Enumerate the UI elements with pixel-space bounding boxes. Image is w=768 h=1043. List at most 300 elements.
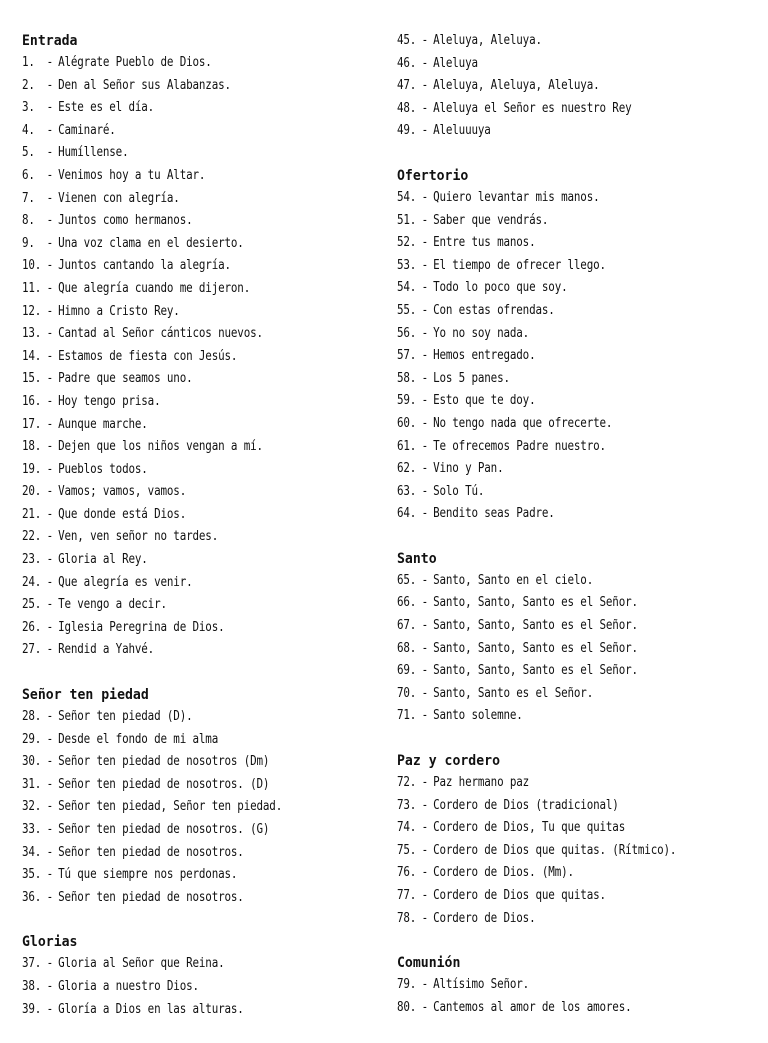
section-santo [397,548,757,728]
number-separator: - [46,145,54,161]
song-number: 4. [22,122,35,138]
song-item [397,638,692,661]
section-title: Señor ten piedad [22,687,149,704]
number-separator: - [46,55,54,70]
song-item [397,772,692,795]
number-separator: - [46,439,54,455]
song-item [397,98,692,121]
song-item [22,481,317,504]
song-title: Desde el fondo de mi alma [58,731,219,747]
song-item [397,210,692,233]
song-item [22,210,317,233]
song-number: 25. [22,597,42,613]
song-number: 28. [22,709,42,725]
song-number: 54. [397,189,417,205]
song-number: 33. [22,822,42,837]
number-separator: - [421,55,429,71]
song-item [22,953,317,976]
song-item [397,323,692,346]
song-title: Juntos cantando la alegría. [58,258,231,274]
number-separator: - [46,461,54,477]
song-title: Bendito seas Padre. [433,506,555,522]
song-item [22,165,317,188]
number-separator: - [46,213,54,229]
song-title: Quiero levantar mis manos. [433,189,600,205]
song-item [397,390,692,413]
number-separator: - [421,595,429,611]
song-item [22,188,317,211]
song-title: Saber que vendrás. [433,212,549,228]
song-title: Que alegría cuando me dijeron. [58,280,251,296]
number-separator: - [46,597,54,613]
number-separator: - [421,483,429,499]
song-title: Alégrate Pueblo de Dios. [58,55,212,70]
song-title: Te ofrecemos Padre nuestro. [433,438,606,454]
number-separator: - [46,776,54,792]
song-number: 58. [397,370,417,386]
song-number: 39. [22,1001,42,1017]
song-number: 23. [22,552,42,568]
song-title: Que alegría es venir. [58,574,193,590]
number-separator: - [46,978,54,994]
section-title: Santo [397,550,437,567]
song-title: Dejen que los niños vengan a mí. [58,439,263,455]
left-column [22,30,382,1043]
song-title: Te vengo a decir. [58,597,167,613]
section-paz-y-cordero [397,750,757,930]
section-title: Comunión [397,955,461,972]
song-item [397,615,692,638]
song-number: 31. [22,776,42,792]
song-item [22,842,317,865]
number-separator: - [421,302,429,318]
song-number: 32. [22,799,42,815]
song-number: 79. [397,977,417,993]
number-separator: - [46,303,54,319]
number-separator: - [421,100,429,116]
song-item [397,481,692,504]
song-title: Padre que seamos uno. [58,371,193,387]
number-separator: - [46,416,54,432]
song-number: 80. [397,999,417,1015]
number-separator: - [46,956,54,972]
number-separator: - [421,506,429,522]
song-title: Venimos hoy a tu Altar. [58,167,206,183]
section-continued [397,30,757,143]
number-separator: - [421,257,429,273]
song-title: Aleluya el Señor es nuestro Rey [433,100,632,116]
song-item [22,142,317,165]
song-number: 67. [397,618,417,634]
section-ofertorio [397,165,757,526]
song-title: Gloria a nuestro Dios. [58,978,199,994]
number-separator: - [46,484,54,500]
song-number: 19. [22,461,42,477]
number-separator: - [46,506,54,522]
song-number: 10. [22,258,42,274]
song-number: 46. [397,55,417,71]
song-title: Estamos de fiesta con Jesús. [58,348,238,364]
song-number: 78. [397,910,417,926]
number-separator: - [421,235,429,251]
number-separator: - [421,797,429,813]
song-title: El tiempo de ofrecer llego. [433,257,606,273]
song-number: 38. [22,978,42,994]
song-number: 49. [397,123,417,139]
song-title: Santo, Santo es el Señor. [433,685,594,701]
song-title: Señor ten piedad de nosotros. (G) [58,822,270,837]
song-number: 74. [397,820,417,836]
song-item [22,594,317,617]
song-number: 52. [397,235,417,251]
song-number: 17. [22,416,42,432]
song-number: 6. [22,167,35,183]
song-item [22,751,317,774]
song-number: 60. [397,415,417,431]
song-number: 62. [397,461,417,477]
section-entrada [22,30,382,662]
song-item [22,278,317,301]
song-number: 68. [397,640,417,656]
song-item [397,997,692,1020]
number-separator: - [421,977,429,993]
song-title: Den al Señor sus Alabanzas. [58,77,231,93]
song-number: 35. [22,867,42,883]
song-number: 16. [22,393,42,409]
number-separator: - [46,1001,54,1017]
song-title: Aleluuuya [433,123,491,139]
song-item [397,413,692,436]
song-title: Tú que siempre nos perdonas. [58,867,238,883]
song-number: 26. [22,619,42,635]
number-separator: - [46,122,54,138]
number-separator: - [421,663,429,679]
song-item [397,345,692,368]
song-item [397,840,692,863]
number-separator: - [421,212,429,228]
song-title: Una voz clama en el desierto. [58,235,244,251]
song-title: Caminaré. [58,122,116,138]
song-title: Santo, Santo en el cielo. [433,572,594,588]
song-title: Gloría a Dios en las alturas. [58,1001,244,1017]
song-item [22,617,317,640]
song-number: 63. [397,483,417,499]
song-number: 12. [22,303,42,319]
song-number: 59. [397,393,417,409]
song-item [22,887,317,910]
number-separator: - [421,640,429,656]
number-separator: - [421,438,429,454]
song-number: 22. [22,529,42,545]
song-number: 54. [397,280,417,296]
song-item [22,414,317,437]
song-number: 45. [397,33,417,48]
song-title: Santo, Santo, Santo es el Señor. [433,618,638,634]
song-item [397,660,692,683]
song-title: Humíllense. [58,145,129,161]
song-number: 7. [22,190,35,206]
number-separator: - [421,348,429,364]
number-separator: - [421,370,429,386]
song-title: Cantemos al amor de los amores. [433,999,632,1015]
number-separator: - [46,77,54,93]
song-number: 75. [397,842,417,858]
song-title: Iglesia Peregrina de Dios. [58,619,225,635]
song-item [22,436,317,459]
song-item [397,436,692,459]
song-title: Santo, Santo, Santo es el Señor. [433,595,638,611]
song-number: 73. [397,797,417,813]
song-title: Cordero de Dios (tradicional) [433,797,619,813]
song-item [22,75,317,98]
section-title: Glorias [22,934,78,951]
number-separator: - [46,709,54,725]
song-item [397,705,692,728]
song-title: Vamos; vamos, vamos. [58,484,187,500]
song-title: Entre tus manos. [433,235,536,251]
number-separator: - [421,33,429,48]
number-separator: - [46,867,54,883]
number-separator: - [421,280,429,296]
song-title: Juntos como hermanos. [58,213,193,229]
song-number: 1. [22,55,35,70]
song-title: Cordero de Dios. (Mm). [433,865,574,881]
song-number: 65. [397,572,417,588]
number-separator: - [46,889,54,905]
song-number: 9. [22,235,35,251]
song-title: No tengo nada que ofrecerte. [433,415,613,431]
number-separator: - [46,258,54,274]
song-item [397,75,692,98]
song-title: Esto que te doy. [433,393,536,409]
song-item [397,277,692,300]
song-item [22,391,317,414]
song-item [22,819,317,842]
song-item [397,570,692,593]
song-item [397,862,692,885]
song-number: 30. [22,754,42,770]
number-separator: - [46,348,54,364]
number-separator: - [421,820,429,836]
song-title: Aleluya [433,55,478,71]
song-number: 72. [397,775,417,791]
song-item [22,549,317,572]
song-item [22,459,317,482]
song-item [397,255,692,278]
number-separator: - [46,393,54,409]
song-title: Que donde está Dios. [58,506,187,522]
song-title: Hemos entregado. [433,348,536,364]
song-number: 56. [397,325,417,341]
song-item [397,53,692,76]
song-number: 27. [22,642,42,658]
number-separator: - [421,842,429,858]
song-item [22,572,317,595]
number-separator: - [421,572,429,588]
song-title: Este es el día. [58,100,155,116]
number-separator: - [46,799,54,815]
song-item [397,683,692,706]
song-item [22,706,317,729]
song-title: Cordero de Dios. [433,910,536,926]
song-item [22,255,317,278]
number-separator: - [46,100,54,116]
song-number: 36. [22,889,42,905]
song-title: Altísimo Señor. [433,977,530,993]
song-title: Aleluya, Aleluya, Aleluya. [433,78,600,94]
song-item [397,232,692,255]
song-number: 15. [22,371,42,387]
number-separator: - [46,167,54,183]
section-title: Ofertorio [397,167,469,184]
song-title: Todo lo poco que soy. [433,280,568,296]
song-title: Señor ten piedad de nosotros. [58,844,244,860]
song-item [397,795,692,818]
number-separator: - [421,393,429,409]
song-number: 61. [397,438,417,454]
song-number: 77. [397,888,417,903]
song-item [22,639,317,662]
song-item [22,301,317,324]
number-separator: - [46,235,54,251]
song-number: 55. [397,302,417,318]
song-number: 3. [22,100,35,116]
song-number: 13. [22,326,42,342]
song-item [397,974,692,997]
song-title: Paz hermano paz [433,775,530,791]
song-item [397,885,692,908]
song-title: Santo solemne. [433,708,523,724]
song-number: 29. [22,731,42,747]
number-separator: - [421,461,429,477]
song-item [22,999,317,1022]
number-separator: - [46,619,54,635]
number-separator: - [421,189,429,205]
number-separator: - [421,999,429,1015]
song-number: 37. [22,956,42,972]
number-separator: - [46,731,54,747]
song-title: Con estas ofrendas. [433,302,555,318]
song-title: Yo no soy nada. [433,325,530,341]
song-item [397,908,692,931]
song-title: Señor ten piedad de nosotros (Dm) [58,754,270,770]
song-number: 24. [22,574,42,590]
section-senor-ten-piedad [22,684,382,909]
song-item [397,368,692,391]
song-number: 57. [397,348,417,364]
song-number: 64. [397,506,417,522]
song-number: 53. [397,257,417,273]
song-item [22,368,317,391]
song-title: Aleluya, Aleluya. [433,33,542,48]
song-item [397,592,692,615]
song-item [22,729,317,752]
song-number: 66. [397,595,417,611]
song-number: 5. [22,145,35,161]
song-number: 71. [397,708,417,724]
number-separator: - [46,552,54,568]
song-number: 21. [22,506,42,522]
song-title: Vienen con alegría. [58,190,180,206]
section-title: Paz y cordero [397,753,501,770]
song-item [22,976,317,999]
song-title: Santo, Santo, Santo es el Señor. [433,640,638,656]
song-number: 2. [22,77,35,93]
song-number: 8. [22,213,35,229]
song-title: Cordero de Dios que quitas. [433,888,606,903]
song-item [22,796,317,819]
song-item [22,774,317,797]
number-separator: - [421,123,429,139]
song-title: Señor ten piedad de nosotros. (D) [58,776,270,792]
song-title: Cantad al Señor cánticos nuevos. [58,326,263,342]
song-item [397,300,692,323]
section-comunion [397,952,757,1019]
song-item [22,526,317,549]
song-item [397,458,692,481]
song-number: 76. [397,865,417,881]
song-item [397,120,692,143]
song-title: Señor ten piedad, Señor ten piedad. [58,799,283,815]
number-separator: - [46,326,54,342]
number-separator: - [46,642,54,658]
number-separator: - [421,415,429,431]
song-number: 11. [22,280,42,296]
song-number: 14. [22,348,42,364]
song-item [397,503,692,526]
number-separator: - [46,822,54,837]
song-number: 51. [397,212,417,228]
number-separator: - [421,708,429,724]
song-title: Ven, ven señor no tardes. [58,529,219,545]
number-separator: - [421,775,429,791]
song-title: Cordero de Dios que quitas. (Rítmico). [433,842,677,858]
number-separator: - [46,574,54,590]
song-title: Solo Tú. [433,483,485,499]
song-item [22,97,317,120]
song-title: Himno a Cristo Rey. [58,303,180,319]
song-title: Gloria al Rey. [58,552,148,568]
number-separator: - [421,685,429,701]
number-separator: - [46,754,54,770]
song-item [397,187,692,210]
number-separator: - [46,280,54,296]
number-separator: - [46,844,54,860]
song-number: 47. [397,78,417,94]
right-column [397,30,757,1041]
song-number: 34. [22,844,42,860]
song-title: Señor ten piedad (D). [58,709,193,725]
section-title: Entrada [22,33,78,49]
number-separator: - [421,910,429,926]
number-separator: - [46,371,54,387]
song-title: Aunque marche. [58,416,148,432]
song-number: 18. [22,439,42,455]
song-title: Gloria al Señor que Reina. [58,956,225,972]
song-title: Señor ten piedad de nosotros. [58,889,244,905]
song-number: 69. [397,663,417,679]
song-number: 70. [397,685,417,701]
song-item [22,864,317,887]
section-glorias [22,931,382,1021]
song-number: 48. [397,100,417,116]
song-item [22,120,317,143]
song-title: Hoy tengo prisa. [58,393,161,409]
song-item [22,233,317,256]
song-item [397,30,692,53]
number-separator: - [421,78,429,94]
song-item [22,346,317,369]
